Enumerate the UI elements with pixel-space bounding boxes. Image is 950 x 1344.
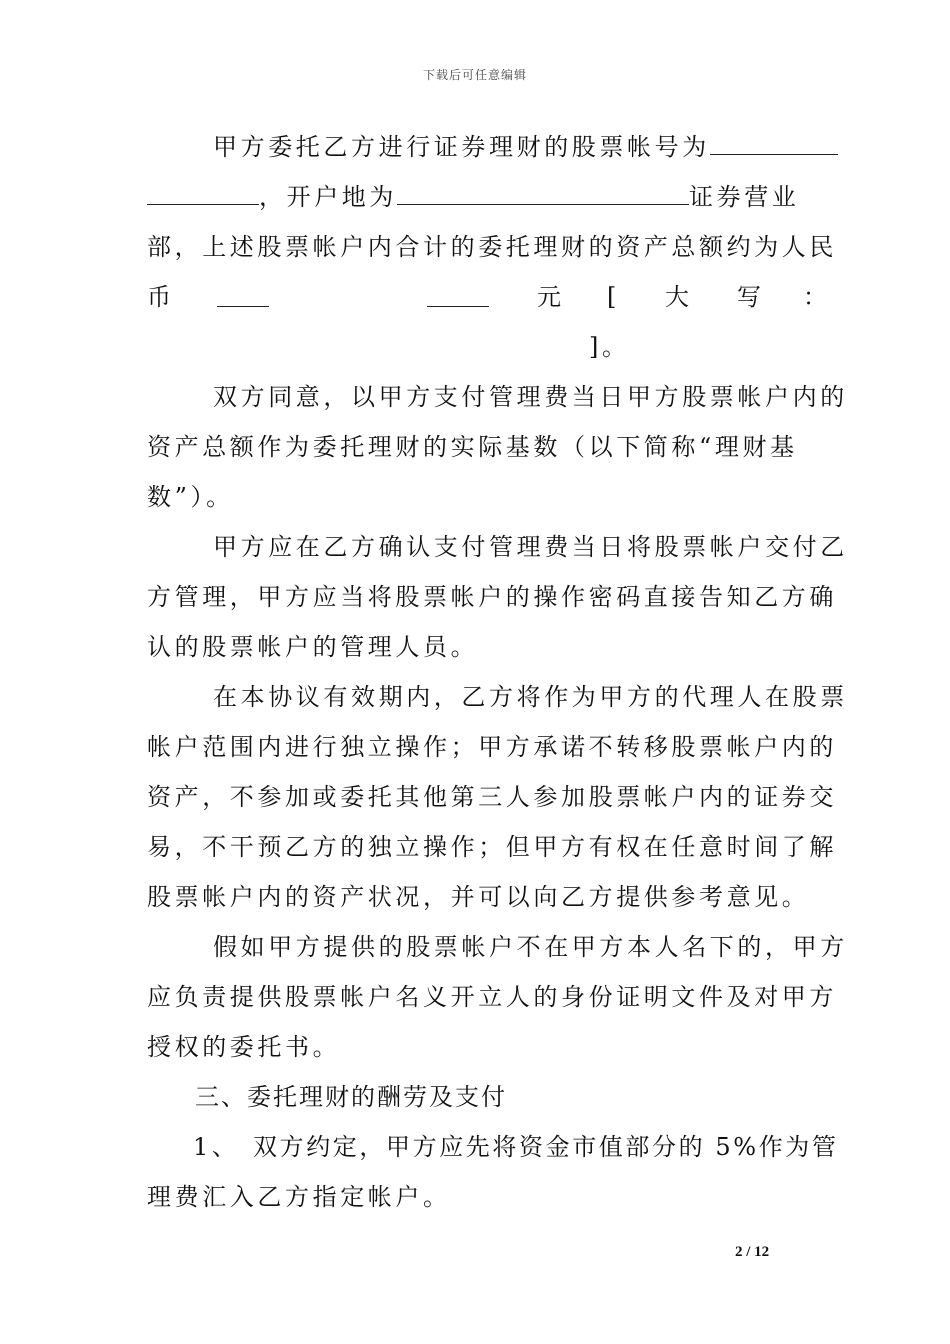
- paragraph-5-line-2: 应负责提供股票帐户名义开立人的身份证明文件及对甲方: [147, 983, 837, 1011]
- paragraph-1-line-5: ]。: [589, 333, 630, 361]
- page-number: 2 / 12: [735, 1244, 770, 1260]
- paragraph-4-line-1: 在本协议有效期内，乙方将作为甲方的代理人在股票: [213, 683, 848, 711]
- paragraph-1-line-3: 部，上述股票帐户内合计的委托理财的资产总额约为人民: [147, 233, 837, 261]
- paragraph-4-line-2: 帐户范围内进行独立操作；甲方承诺不转移股票帐户内的: [147, 733, 837, 761]
- paragraph-2-line-3: 数”）。: [147, 483, 234, 511]
- paragraph-3-line-3: 认的股票帐户的管理人员。: [147, 633, 479, 661]
- paragraph-5-line-3: 授权的委托书。: [147, 1033, 341, 1061]
- page-header: 下载后可任意编辑: [422, 68, 527, 82]
- paragraph-3-line-2: 方管理，甲方应当将股票帐户的操作密码直接告知乙方确: [147, 583, 837, 611]
- branch-location-blank: [397, 182, 689, 205]
- account-number-blank-cont: [147, 182, 259, 205]
- section-3-heading: 三、委托理财的酬劳及支付: [195, 1083, 507, 1111]
- paragraph-2-line-2: 资产总额作为委托理财的实际基数（以下简称“理财基: [147, 433, 798, 461]
- paragraph-1-line-1: 甲方委托乙方进行证券理财的股票帐号为: [147, 132, 807, 162]
- account-number-blank: [710, 132, 838, 155]
- amount-blank-2: [427, 284, 489, 307]
- paragraph-1-line-2: ，开户地为 证券营业: [147, 182, 807, 212]
- paragraph-5-line-1: 假如甲方提供的股票帐户不在甲方本人名下的，甲方: [213, 933, 848, 961]
- paragraph-4-line-4: 易，不干预乙方的独立操作；但甲方有权在任意时间了解: [147, 833, 837, 861]
- item-1-line-2: 理费汇入乙方指定帐户。: [147, 1183, 451, 1211]
- amount-blank-1: [217, 284, 269, 307]
- paragraph-3-line-1: 甲方应在乙方确认支付管理费当日将股票帐户交付乙: [213, 533, 848, 561]
- paragraph-2-line-1: 双方同意，以甲方支付管理费当日甲方股票帐户内的: [213, 383, 848, 411]
- paragraph-4-line-5: 股票帐户内的资产状况，并可以向乙方提供参考意见。: [147, 883, 810, 911]
- paragraph-4-line-3: 资产，不参加或委托其他第三人参加股票帐户内的证券交: [147, 783, 837, 811]
